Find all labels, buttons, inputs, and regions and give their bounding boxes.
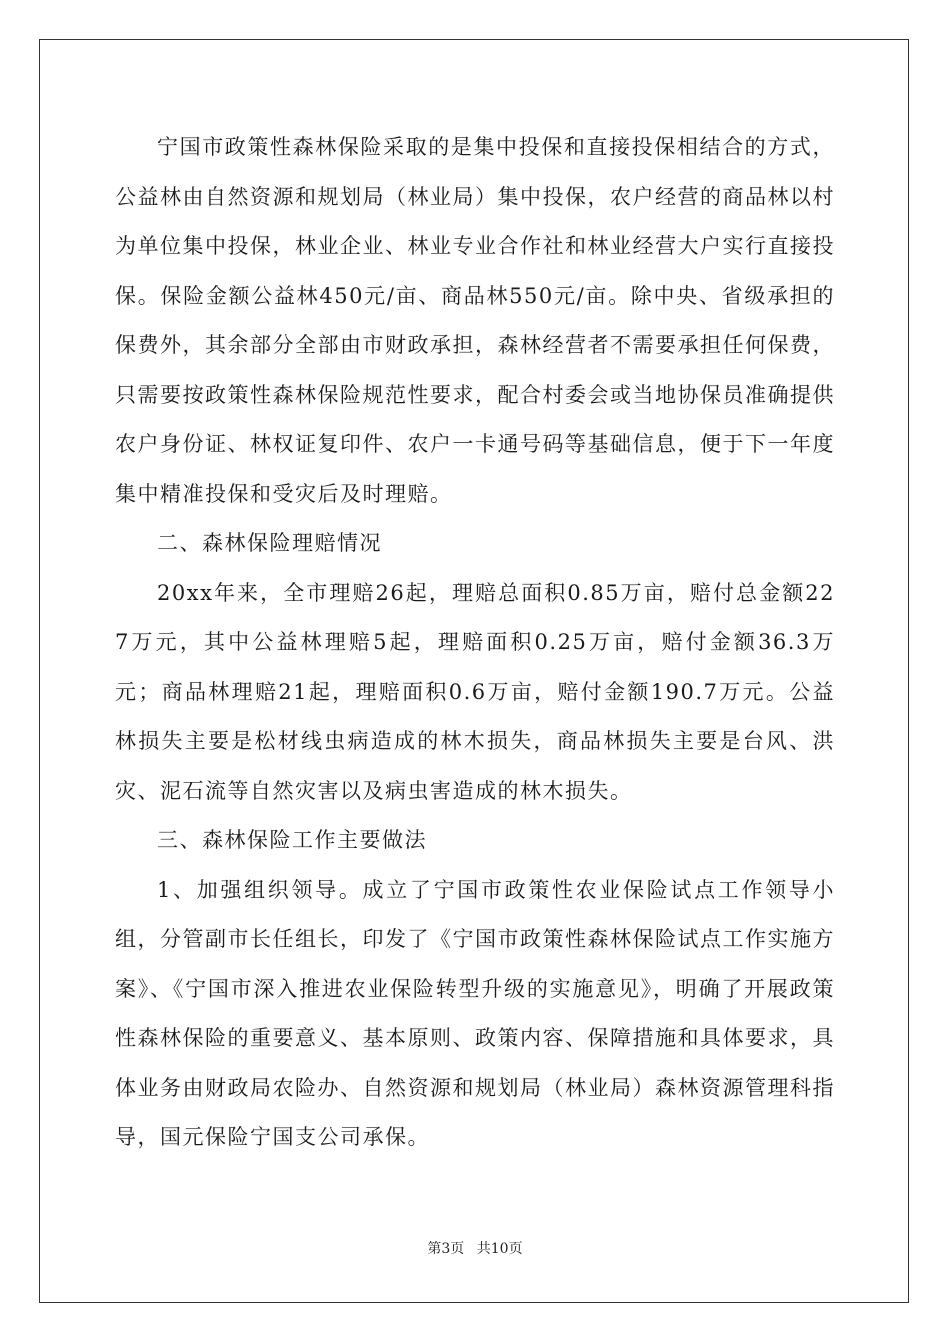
heading-claims-status: 二、森林保险理赔情况 [157,531,382,555]
paragraph-claims-data: 20xx年来，全市理赔26起，理赔总面积0.85万亩，赔付总金额227万元，其中公益林理赔5起，理赔面积0.25万亩，赔付金额36.3万元；商品林理赔21起，理赔面积0.6万亩，赔付金额190.7万元。公益林损失主要是松材线虫病造成的林木损失，商品林损失主要是台风、洪灾、泥石流等自然灾害以及病虫害造成的林木损失。 [115,580,835,803]
document-body [115,123,835,1163]
page-number: 第3页 [427,1241,465,1257]
paragraph-insurance-method: 宁国市政策性森林保险采取的是集中投保和直接投保相结合的方式，公益林由自然资源和规划局（林业局）集中投保，农户经营的商品林以村为单位集中投保，林业企业、林业专业合作社和林业经营大户实行直接投保。保险金额公益林450元/亩、商品林550元/亩。除中央、省级承担的保费外，其余部分全部由市财政承担，森林经营者不需要承担任何保费，只需要按政策性森林保险规范性要求，配合村委会或当地协保员准确提供农户身份证、林权证复印件、农户一卡通号码等基础信息，便于下一年度集中精准投保和受灾后及时理赔。 [115,135,835,506]
page-footer [0,1238,950,1258]
paragraph-organization-leadership: 1、加强组织领导。成立了宁国市政策性农业保险试点工作领导小组，分管副市长任组长，印发了《宁国市政策性森林保险试点工作实施方案》、《宁国市深入推进农业保险转型升级的实施意见》，明确了开展政策性森林保险的重要意义、基本原则、政策内容、保障措施和具体要求，具体业务由财政局农险办、自然资源和规划局（林业局）森林资源管理科指导，国元保险宁国支公司承保。 [115,877,835,1149]
heading-main-practices: 三、森林保险工作主要做法 [157,828,427,852]
page-total: 共10页 [476,1241,523,1257]
